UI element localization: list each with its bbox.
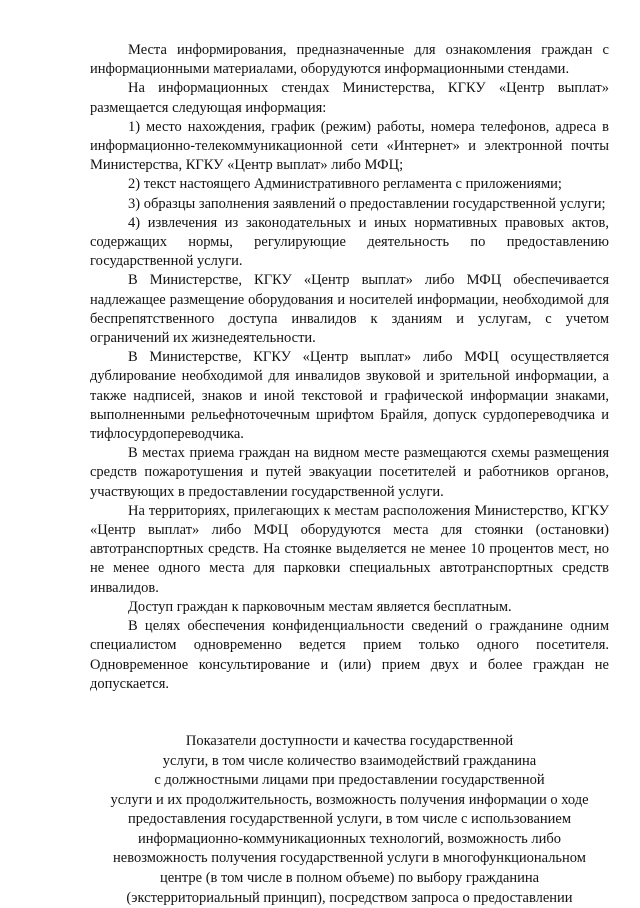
heading-line: предоставления государственной услуги, в том числе с использованием [127, 811, 572, 828]
paragraph-confidentiality: В целях обеспечения конфиденциальности сведений о гражданине одним специалистом одновременно ведется прием только одного посетителя. Одновременное консультирование и (или) прием двух и более граждан не допускается. [90, 618, 609, 692]
section-heading [90, 732, 609, 908]
paragraph-equipment: В Министерстве, КГКУ «Центр выплат» либо МФЦ обеспечивается надлежащее размещение оборудования и носителей информации, необходимой для беспрепятственного доступа инвалидов к зданиям и услугам, с учетом ограничений их жизнедеятельности. [90, 272, 609, 347]
list-item-1: 1) место нахождения, график (режим) работы, номера телефонов, адреса в информационно-телекоммуникационной сети «Интернет» и электронной почты Министерства, КГКУ «Центр выплат» либо МФЦ; [90, 118, 609, 174]
paragraph-info-places: Места информирования, предназначенные для ознакомления граждан с информационными материалами, оборудуются информационными стендами. [90, 42, 609, 78]
document-page [90, 41, 609, 908]
heading-line: центре (в том числе в полном объеме) по выбору гражданина [159, 870, 540, 887]
heading-line: невозможность получения государственной услуги в многофункциональном [113, 850, 586, 867]
list-item-4: 4) извлечения из законодательных и иных нормативных правовых актов, содержащих нормы, регулирующие деятельность по предоставлению государственной услуги. [90, 214, 609, 270]
heading-line: услуги и их продолжительность, возможность получения информации о ходе [110, 791, 589, 808]
list-item-3: 3) образцы заполнения заявлений о предоставлении государственной услуги; [128, 195, 606, 212]
section-gap [90, 694, 609, 732]
list-item-2: 2) текст настоящего Административного регламента с приложениями; [128, 176, 562, 193]
paragraph-duplication: В Министерстве, КГКУ «Центр выплат» либо МФЦ осуществляется дублирование необходимой для инвалидов звуковой и зрительной информации, а также надписей, знаков и иной текстовой и графической информации знаками, выполненными рельефноточечным шрифтом Брайля, допуск сурдопереводчика и тифлосурдопереводчика. [90, 349, 609, 443]
paragraph-parking-free: Доступ граждан к парковочным местам является бесплатным. [128, 598, 512, 615]
heading-line: Показатели доступности и качества государственной [185, 732, 514, 749]
paragraph-evacuation: В местах приема граждан на видном месте размещаются схемы размещения средств пожаротушения и путей эвакуации посетителей и работников органов, участвующих в предоставлении государственной услуги. [90, 445, 609, 500]
paragraph-stands-intro: На информационных стендах Министерства, КГКУ «Центр выплат» размещается следующая информация: [90, 80, 609, 116]
heading-line: (экстерриториальный принцип), посредством запроса о предоставлении [126, 889, 573, 906]
paragraph-parking: На территориях, прилегающих к местам расположения Министерство, КГКУ «Центр выплат» либо МФЦ оборудуются места для стоянки (остановки) автотранспортных средств. На стоянке выделяется не менее 10 процентов мест, но не менее одного места для парковки специальных автотранспортных средств инвалидов. [90, 502, 609, 596]
heading-line: информационно-коммуникационных технологий, возможность либо [137, 830, 562, 847]
heading-line: услуги, в том числе количество взаимодействий гражданина [162, 752, 537, 769]
heading-line: с должностными лицами при предоставлении государственной [154, 772, 545, 789]
